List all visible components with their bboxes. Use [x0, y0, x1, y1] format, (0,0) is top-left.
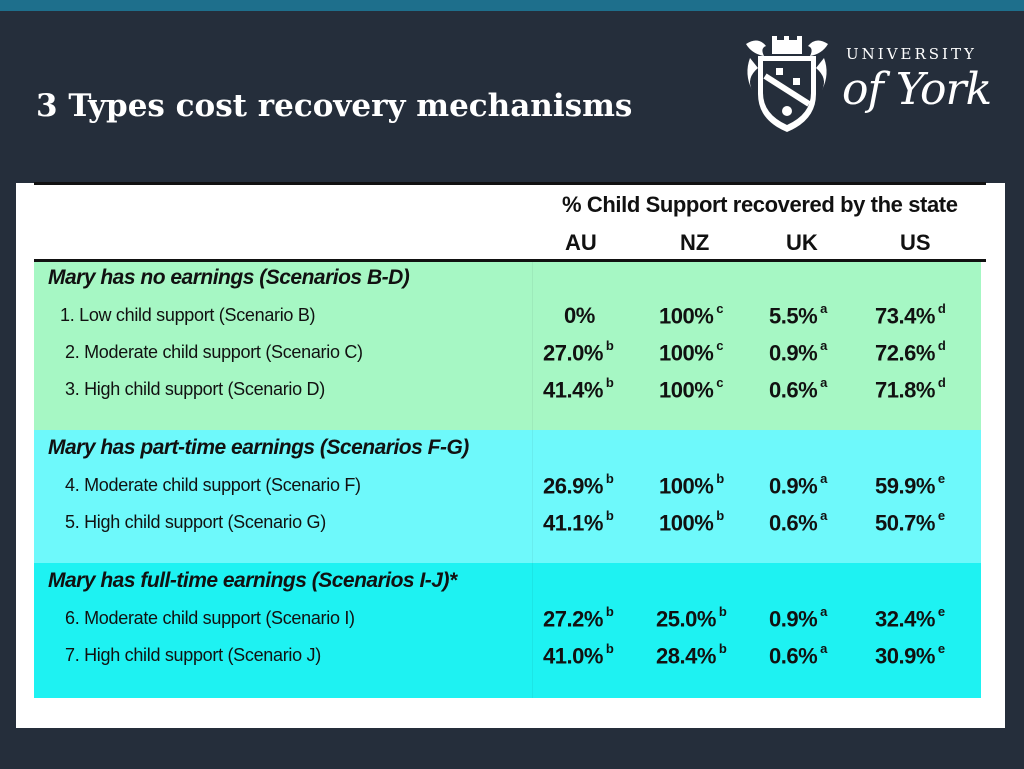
cell-value: 41.1% — [543, 510, 603, 536]
cell-value: 0.9% — [769, 473, 818, 499]
cell-value: 0% — [564, 303, 595, 328]
footnote-marker: b — [605, 641, 614, 656]
footnote-marker: e — [937, 508, 945, 523]
table-cell-uk — [769, 473, 827, 499]
footnote-marker: a — [820, 604, 827, 619]
university-of-york-logo — [742, 34, 992, 134]
column-header-au: AU — [565, 230, 597, 255]
footnote-marker: b — [716, 471, 724, 486]
table-cell-us — [875, 340, 945, 366]
cell-value: 27.0% — [543, 340, 603, 366]
column-header-uk: UK — [786, 230, 818, 255]
table-cell-uk — [769, 643, 827, 669]
slide-title: 3 Types cost recovery mechanisms — [36, 88, 633, 124]
table-cell-au — [543, 473, 613, 499]
cell-value: 41.0% — [543, 643, 603, 669]
table-cell-us — [875, 303, 945, 329]
footnote-marker: a — [820, 338, 827, 353]
table-cell-nz — [659, 303, 723, 329]
cell-value: 25.0% — [656, 606, 716, 632]
cell-value: 41.4% — [543, 377, 603, 403]
cell-value: 0.9% — [769, 606, 818, 632]
table-cell-au — [543, 340, 613, 366]
york-crest-icon — [742, 34, 832, 134]
footnote-marker: e — [937, 604, 945, 619]
table-cell-uk — [769, 606, 827, 632]
table-cell-au — [543, 377, 613, 403]
section-title: Mary has part-time earnings (Scenarios F-G) — [48, 436, 469, 459]
footnote-marker: d — [937, 375, 946, 390]
table-cell-nz — [656, 606, 726, 632]
column-header-nz: NZ — [680, 230, 710, 255]
cell-value: 0.9% — [769, 340, 818, 366]
footnote-marker: b — [718, 604, 727, 619]
table-cell-nz — [656, 643, 726, 669]
footnote-marker: b — [605, 338, 614, 353]
cell-value: 100% — [659, 473, 714, 499]
table-cell-au — [564, 303, 595, 329]
row-label: 4. Moderate child support (Scenario F) — [65, 475, 361, 495]
row-label: 1. Low child support (Scenario B) — [60, 305, 316, 325]
table-cell-nz — [659, 377, 723, 403]
table-cell-uk — [769, 510, 827, 536]
cell-value: 59.9% — [875, 473, 935, 499]
cell-value: 100% — [659, 303, 714, 329]
footnote-marker: d — [937, 338, 946, 353]
footnote-marker: b — [605, 375, 614, 390]
cell-value: 30.9% — [875, 643, 935, 669]
cell-value: 73.4% — [875, 303, 935, 329]
table-cell-nz — [659, 510, 724, 536]
table-top-rule — [34, 182, 986, 185]
footnote-marker: a — [820, 301, 827, 316]
footnote-marker: a — [820, 508, 827, 523]
cell-value: 5.5% — [769, 303, 818, 329]
cell-value: 32.4% — [875, 606, 935, 632]
table-cell-uk — [769, 340, 827, 366]
table-cell-us — [875, 643, 945, 669]
footnote-marker: e — [937, 471, 945, 486]
logo-university-text: UNIVERSITY — [846, 45, 977, 63]
cell-value: 72.6% — [875, 340, 935, 366]
footnote-marker: b — [605, 604, 614, 619]
column-divider — [532, 262, 533, 698]
footnote-marker: c — [716, 301, 724, 316]
footnote-marker: d — [937, 301, 946, 316]
table-cell-nz — [659, 340, 723, 366]
footnote-marker: a — [820, 641, 827, 656]
cell-value: 100% — [659, 340, 714, 366]
table-header-rule — [34, 259, 986, 262]
cell-value: 0.6% — [769, 377, 818, 403]
table-cell-au — [543, 510, 613, 536]
footnote-marker: b — [605, 508, 614, 523]
row-label: 3. High child support (Scenario D) — [65, 379, 325, 399]
footnote-marker: b — [718, 641, 727, 656]
cell-value: 27.2% — [543, 606, 603, 632]
table-cell-au — [543, 606, 613, 632]
logo-of-york-text: of York — [842, 64, 992, 115]
cell-value: 100% — [659, 377, 714, 403]
row-label: 2. Moderate child support (Scenario C) — [65, 342, 363, 362]
table-cell-us — [875, 377, 945, 403]
footnote-marker: a — [820, 471, 827, 486]
column-header-us: US — [900, 230, 931, 255]
footnote-marker: b — [605, 471, 614, 486]
table-cell-uk — [769, 377, 827, 403]
table-cell-au — [543, 643, 613, 669]
table-cell-us — [875, 510, 945, 536]
row-label: 7. High child support (Scenario J) — [65, 645, 321, 665]
table-cell-nz — [659, 473, 724, 499]
footnote-marker: e — [937, 641, 945, 656]
footnote-marker: b — [716, 508, 724, 523]
cell-value: 100% — [659, 510, 714, 536]
footnote-marker: c — [716, 338, 724, 353]
row-label: 5. High child support (Scenario G) — [65, 512, 326, 532]
table-cell-uk — [769, 303, 827, 329]
table-cell-us — [875, 606, 945, 632]
section-title: Mary has no earnings (Scenarios B-D) — [48, 266, 410, 289]
table-cell-us — [875, 473, 945, 499]
footnote-marker: a — [820, 375, 827, 390]
top-accent-bar — [0, 0, 1024, 11]
cell-value: 26.9% — [543, 473, 603, 499]
footnote-marker: c — [716, 375, 724, 390]
section-title: Mary has full-time earnings (Scenarios I-J)* — [48, 569, 457, 592]
row-label: 6. Moderate child support (Scenario I) — [65, 608, 355, 628]
cell-value: 50.7% — [875, 510, 935, 536]
cell-value: 0.6% — [769, 643, 818, 669]
cell-value: 0.6% — [769, 510, 818, 536]
table-group-header: % Child Support recovered by the state — [562, 192, 958, 217]
cell-value: 28.4% — [656, 643, 716, 669]
cell-value: 71.8% — [875, 377, 935, 403]
